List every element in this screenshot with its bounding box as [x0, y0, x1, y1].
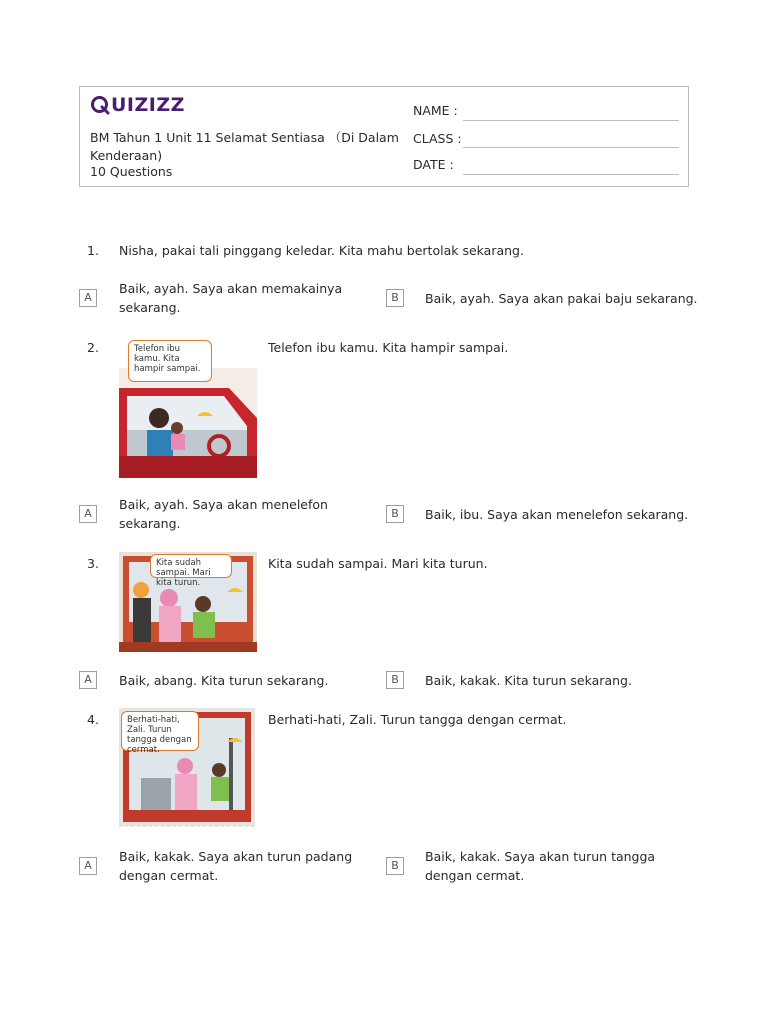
question-text: Kita sudah sampai. Mari kita turun.: [268, 556, 488, 571]
option-b-text: Baik, kakak. Saya akan turun tangga dengan cermat.: [425, 849, 656, 883]
option-a-text: Baik, ayah. Saya akan memakainya sekarang.: [119, 281, 343, 315]
option-a-text: Baik, ayah. Saya akan menelefon sekarang.: [119, 497, 328, 531]
option-b-box[interactable]: B: [386, 857, 404, 875]
name-label: NAME :: [413, 103, 458, 118]
question-number: 4.: [87, 712, 99, 727]
date-label: DATE :: [413, 157, 454, 172]
class-label: CLASS :: [413, 131, 462, 146]
quiz-title: BM Tahun 1 Unit 11 Selamat Sentiasa （Di Dalam Kenderaan): [90, 130, 399, 163]
logo-wordmark: UIZIZZ: [111, 94, 185, 116]
question-illustration: [119, 708, 255, 830]
option-b-text: Baik, kakak. Kita turun sekarang.: [425, 673, 632, 688]
quizizz-q-icon: [90, 95, 110, 115]
question-text: Nisha, pakai tali pinggang keledar. Kita mahu bertolak sekarang.: [119, 243, 524, 258]
option-a-box[interactable]: A: [79, 671, 97, 689]
option-a-box[interactable]: A: [79, 857, 97, 875]
option-b-text: Baik, ibu. Saya akan menelefon sekarang.: [425, 507, 689, 522]
name-input-line[interactable]: [463, 120, 679, 121]
class-input-line[interactable]: [463, 147, 679, 148]
question-illustration: [119, 552, 257, 652]
question-illustration: [119, 338, 257, 478]
option-a-text: Baik, abang. Kita turun sekarang.: [119, 673, 329, 688]
question-text: Berhati-hati, Zali. Turun tangga dengan cermat.: [268, 712, 567, 727]
option-b-box[interactable]: B: [386, 289, 404, 307]
date-input-line[interactable]: [463, 174, 679, 175]
worksheet-header: [79, 86, 689, 187]
option-a-box[interactable]: A: [79, 289, 97, 307]
question-number: 3.: [87, 556, 99, 571]
quizizz-logo: [90, 94, 185, 116]
question-text: Telefon ibu kamu. Kita hampir sampai.: [268, 340, 509, 355]
option-b-box[interactable]: B: [386, 505, 404, 523]
option-a-text: Baik, kakak. Saya akan turun padang dengan cermat.: [119, 849, 353, 883]
option-b-box[interactable]: B: [386, 671, 404, 689]
question-count: 10 Questions: [90, 164, 173, 179]
speech-bubble: Telefon ibu kamu. Kita hampir sampai.: [128, 340, 212, 382]
option-b-text: Baik, ayah. Saya akan pakai baju sekarang.: [425, 291, 698, 306]
option-a-box[interactable]: A: [79, 505, 97, 523]
speech-bubble: Berhati-hati, Zali. Turun tangga dengan cermat.: [121, 711, 199, 751]
question-number: 1.: [87, 243, 99, 258]
speech-bubble: Kita sudah sampai. Mari kita turun.: [150, 554, 232, 578]
question-number: 2.: [87, 340, 99, 355]
